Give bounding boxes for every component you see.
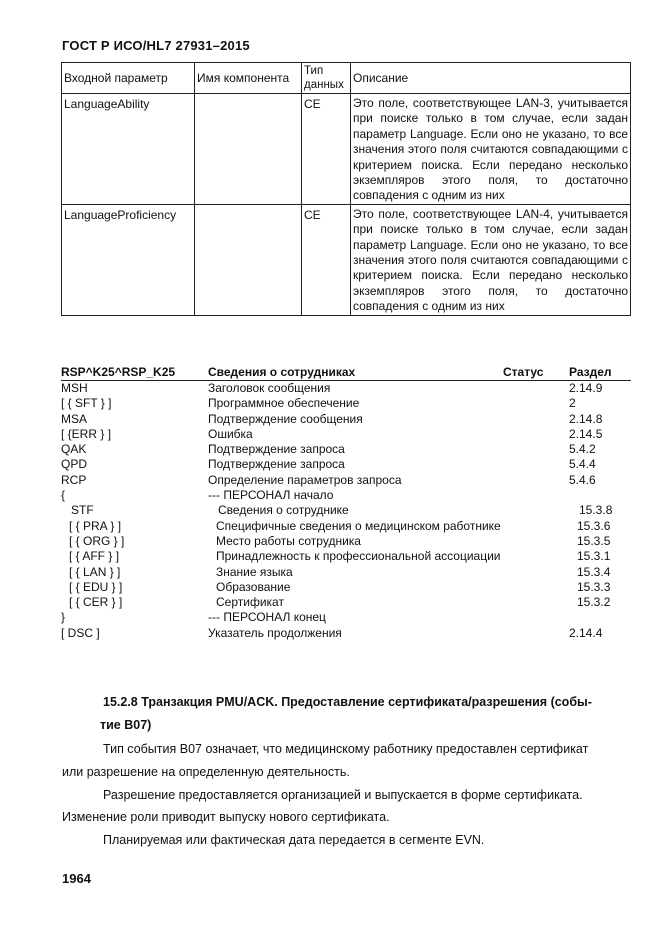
table-row <box>61 580 631 595</box>
column-header: Имя компонента <box>195 63 302 94</box>
paragraph-line: Изменение роли приводит выпуску нового сертификата. <box>62 810 390 824</box>
table-row <box>61 503 631 518</box>
segment-description: Принадлежность к профессиональной ассоциации <box>216 549 501 564</box>
column-header: Описание <box>351 63 631 94</box>
segment-code: QAK <box>61 442 87 457</box>
column-header: Сведения о сотрудниках <box>208 365 356 379</box>
segment-description: Подтверждение сообщения <box>208 411 363 426</box>
table-row <box>61 457 631 472</box>
segment-code: [ { EDU } ] <box>69 579 123 594</box>
segment-section: 15.3.2 <box>577 595 611 610</box>
segment-section: 15.3.8 <box>579 503 613 518</box>
document-header: ГОСТ Р ИСО/HL7 27931–2015 <box>62 38 250 53</box>
segment-code: MSH <box>61 381 88 395</box>
segment-status <box>503 442 568 457</box>
segment-description: Указатель продолжения <box>208 625 342 640</box>
segment-section: 2.14.9 <box>569 381 603 395</box>
column-header: Входной параметр <box>62 63 195 94</box>
segment-status <box>503 488 568 503</box>
segment-code: MSA <box>61 411 88 426</box>
segment-status <box>503 412 568 427</box>
segment-code: [ { ORG } ] <box>69 533 125 548</box>
segment-code: [ { LAN } ] <box>69 564 121 579</box>
section-title-line: тие B07) <box>100 718 152 732</box>
page-number: 1964 <box>62 871 91 886</box>
segment-rows <box>61 381 631 641</box>
segment-status <box>511 534 576 549</box>
description-cell: Это поле, соответствующее LAN-3, учитывается при поиске только в том случае, если задан параметр Language. Если оно не указано, то все значения этого поля считаются совпадающими с критерием поиска. Если передано несколько экземпляров этого поля, то достаточно совпадения с одним из них <box>351 94 631 205</box>
table-header-row <box>62 63 631 94</box>
segment-description: --- ПЕРСОНАЛ конец <box>208 610 326 625</box>
segment-section: 15.3.6 <box>577 518 611 533</box>
type-cell: CE <box>302 94 351 205</box>
segment-description: Определение параметров запроса <box>208 472 402 487</box>
paragraph-line: Планируемая или фактическая дата передается в сегменте EVN. <box>103 833 485 847</box>
column-header: Тип данных <box>302 63 351 94</box>
segment-section: 15.3.1 <box>577 549 611 564</box>
column-header: RSP^K25^RSP_K25 <box>61 365 176 379</box>
segment-description: Подтверждение запроса <box>208 442 345 457</box>
column-header: Раздел <box>569 365 612 379</box>
segment-description: Программное обеспечение <box>208 396 360 411</box>
table-row <box>61 610 631 625</box>
table-row <box>61 396 631 411</box>
table-row <box>61 381 631 396</box>
segment-status <box>511 519 576 534</box>
paragraph-line: или разрешение на определенную деятельность. <box>62 765 350 779</box>
segment-section: 2.14.5 <box>569 426 603 441</box>
segment-section: 2 <box>569 396 576 411</box>
segment-status <box>511 580 576 595</box>
segment-table <box>61 365 631 641</box>
segment-code: [ { PRA } ] <box>69 518 122 533</box>
segment-description: Подтверждение запроса <box>208 457 345 472</box>
table-row <box>61 442 631 457</box>
segment-status <box>511 549 576 564</box>
table-row <box>61 427 631 442</box>
segment-section: 15.3.4 <box>577 564 611 579</box>
segment-code: } <box>61 610 66 625</box>
param-cell: LanguageProficiency <box>62 204 195 315</box>
table-row <box>61 534 631 549</box>
segment-description: Образование <box>216 579 291 594</box>
segment-section: 15.3.5 <box>577 533 611 548</box>
param-cell: LanguageAbility <box>62 94 195 205</box>
segment-section: 5.4.6 <box>569 472 596 487</box>
table-row <box>61 488 631 503</box>
table-row <box>61 595 631 610</box>
table-row <box>61 519 631 534</box>
paragraph-line: Тип события B07 означает, что медицинскому работнику предоставлен сертификат <box>103 742 589 756</box>
table-row <box>61 473 631 488</box>
segment-section: 5.4.4 <box>569 457 596 472</box>
segment-description: --- ПЕРСОНАЛ начало <box>208 488 334 503</box>
component-cell <box>195 94 302 205</box>
column-header: Статус <box>503 365 544 379</box>
segment-description: Сведения о сотруднике <box>218 503 349 518</box>
segment-code: RCP <box>61 472 87 487</box>
segment-status <box>503 473 568 488</box>
section-title-line: 15.2.8 Транзакция PMU/ACK. Предоставление сертификата/разрешения (собы- <box>103 695 592 709</box>
table-row <box>62 94 631 205</box>
segment-description: Сертификат <box>216 595 284 610</box>
segment-status <box>503 396 568 411</box>
segment-code: STF <box>71 503 94 518</box>
segment-code: QPD <box>61 457 88 472</box>
segment-code: [ { AFF } ] <box>69 549 120 564</box>
input-parameters-table <box>61 62 631 316</box>
segment-description: Место работы сотрудника <box>216 533 361 548</box>
description-cell: Это поле, соответствующее LAN-4, учитывается при поиске только в том случае, если задан параметр Language. Если оно не указано, то все значения этого поля считаются совпадающими с критерием поиска. Если передано несколько экземпляров этого поля, то достаточно совпадения с одним из них <box>351 204 631 315</box>
segment-status <box>503 610 568 625</box>
segment-section: 2.14.4 <box>569 625 603 640</box>
table-row <box>61 565 631 580</box>
type-cell: CE <box>302 204 351 315</box>
segment-status <box>503 457 568 472</box>
segment-description: Ошибка <box>208 426 253 441</box>
segment-code: [ {ERR } ] <box>61 426 112 441</box>
segment-code: { <box>61 488 66 503</box>
segment-status <box>503 427 568 442</box>
segment-status <box>503 381 568 396</box>
table-row <box>61 412 631 427</box>
segment-section: 2.14.8 <box>569 411 603 426</box>
segment-status <box>513 503 578 518</box>
segment-description: Знание языка <box>216 564 293 579</box>
table-row <box>61 549 631 564</box>
segment-section <box>568 488 631 503</box>
segment-description: Заголовок сообщения <box>208 381 331 395</box>
segment-section: 5.4.2 <box>569 442 596 457</box>
segment-section: 15.3.3 <box>577 579 611 594</box>
segment-section <box>568 610 631 625</box>
segment-table-header <box>61 365 631 381</box>
table-row <box>62 204 631 315</box>
segment-code: [ { SFT } ] <box>61 396 112 411</box>
table-row <box>61 626 631 641</box>
segment-status <box>511 595 576 610</box>
paragraph-line: Разрешение предоставляется организацией и выпускается в форме сертификата. <box>103 788 583 802</box>
segment-code: [ { CER } ] <box>69 595 123 610</box>
section-title <box>100 691 631 737</box>
segment-description: Специфичные сведения о медицинском работнике <box>216 518 501 533</box>
segment-status <box>503 626 568 641</box>
component-cell <box>195 204 302 315</box>
segment-status <box>511 565 576 580</box>
segment-code: [ DSC ] <box>61 625 100 640</box>
